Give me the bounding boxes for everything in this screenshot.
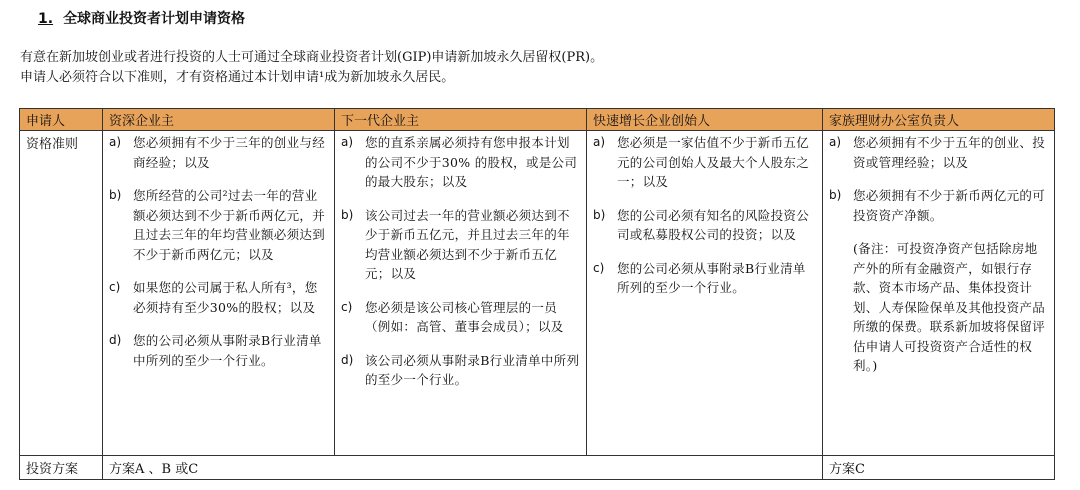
plan-c: 方案C xyxy=(823,456,1055,480)
item-text: 您的直系亲属必须持有您申报本计划的公司不少于30% 的股权，或是公司的最大股东；以及 xyxy=(365,135,578,189)
family-office-note: (备注：可投资净资产包括除房地产外的所有金融资产，如银行存款、资本市场产品、集体投资计划、人寿保险保单及其他投资产品所缴的保费。联系新加坡将保留评估申请人可投资资产合适性的权利。) xyxy=(853,241,1046,373)
section-number: 1. xyxy=(38,11,54,27)
list-item xyxy=(339,351,582,390)
item-marker: a) xyxy=(341,135,354,149)
list-item xyxy=(107,278,330,317)
item-text: 您必须是一家估值不少于新币五亿元的公司创始人及最大个人股东之一；以及 xyxy=(617,135,810,189)
item-text: 如果您的公司属于私人所有³，您必须持有至少30%的股权；以及 xyxy=(133,280,318,315)
item-marker: c) xyxy=(341,299,353,314)
criteria-senior-owner xyxy=(103,131,335,456)
item-text: 该公司必须从事附录B行业清单中所列的至少一个行业。 xyxy=(365,352,580,387)
item-marker: b) xyxy=(109,188,122,202)
list-item xyxy=(591,206,818,245)
header-fast-growth-founder: 快速增长企业创始人 xyxy=(587,109,823,131)
item-text: 您的公司必须从事附录B行业清单中所列的至少一个行业。 xyxy=(133,333,322,368)
eligibility-table xyxy=(19,108,1055,480)
item-text: 您必须拥有不少于新币两亿元的可投资资产净额。 xyxy=(853,188,1046,223)
header-senior-owner: 资深企业主 xyxy=(103,109,335,131)
list-item xyxy=(827,186,1050,225)
criteria-fast-growth-founder xyxy=(587,131,823,456)
table-header-row xyxy=(20,109,1055,131)
criteria-next-gen-owner xyxy=(335,131,587,456)
item-marker: a) xyxy=(593,135,606,149)
list-item xyxy=(107,133,330,172)
item-text: 您所经营的公司²过去一年的营业额必须达到不少于新币两亿元，并且过去三年的年均营业额必须达到不少于新币两亿元；以及 xyxy=(133,188,326,262)
list-item xyxy=(339,133,582,192)
list-item xyxy=(591,133,818,192)
intro-line-2: 申请人必须符合以下准则，才有资格通过本计划申请¹成为新加坡永久居民。 xyxy=(20,70,455,85)
criteria-family-office xyxy=(823,131,1055,456)
item-text: 您的公司必须从事附录B行业清单所列的至少一个行业。 xyxy=(617,260,806,295)
item-marker: b) xyxy=(829,188,842,202)
header-family-office: 家族理财办公室负责人 xyxy=(823,109,1055,131)
section-title: 全球商业投资者计划申请资格 xyxy=(63,11,246,27)
header-next-gen-owner: 下一代企业主 xyxy=(335,109,587,131)
item-marker: d) xyxy=(109,333,122,347)
item-marker: a) xyxy=(829,135,842,149)
item-marker: c) xyxy=(593,260,605,275)
item-marker: a) xyxy=(109,135,122,149)
item-marker: b) xyxy=(341,207,354,222)
list-item xyxy=(339,206,582,284)
item-marker: c) xyxy=(109,280,121,294)
item-text: 该公司过去一年的营业额必须达到不少于新币五亿元，并且过去三年的年均营业额必须达到不少于新币五亿元；以及 xyxy=(365,207,570,281)
header-applicant: 申请人 xyxy=(20,109,103,131)
list-item xyxy=(107,331,330,370)
criteria-row xyxy=(20,131,1055,456)
intro-line-1: 有意在新加坡创业或者进行投资的人士可通过全球商业投资者计划(GIP)申请新加坡永久居留权(PR)。 xyxy=(20,50,604,65)
item-marker: d) xyxy=(341,352,354,367)
criteria-label: 资格准则 xyxy=(20,131,103,456)
plan-abc: 方案A 、B 或C xyxy=(103,456,823,480)
item-text: 您必须拥有不少于三年的创业与经商经验；以及 xyxy=(133,135,326,170)
plan-label: 投资方案 xyxy=(20,456,103,480)
intro-paragraph xyxy=(20,48,603,88)
item-text: 您必须拥有不少于五年的创业、投资或管理经验；以及 xyxy=(853,135,1046,170)
investment-plan-row xyxy=(20,456,1055,480)
list-item xyxy=(827,133,1050,172)
section-heading xyxy=(38,8,245,28)
list-item xyxy=(591,259,818,298)
item-marker: b) xyxy=(593,207,606,222)
list-item xyxy=(339,298,582,337)
item-text: 您必须是该公司核心管理层的一员 （例如：高管、董事会成员）；以及 xyxy=(365,299,564,334)
list-item xyxy=(107,186,330,264)
item-text: 您的公司必须有知名的风险投资公司或私募股权公司的投资；以及 xyxy=(617,207,810,242)
